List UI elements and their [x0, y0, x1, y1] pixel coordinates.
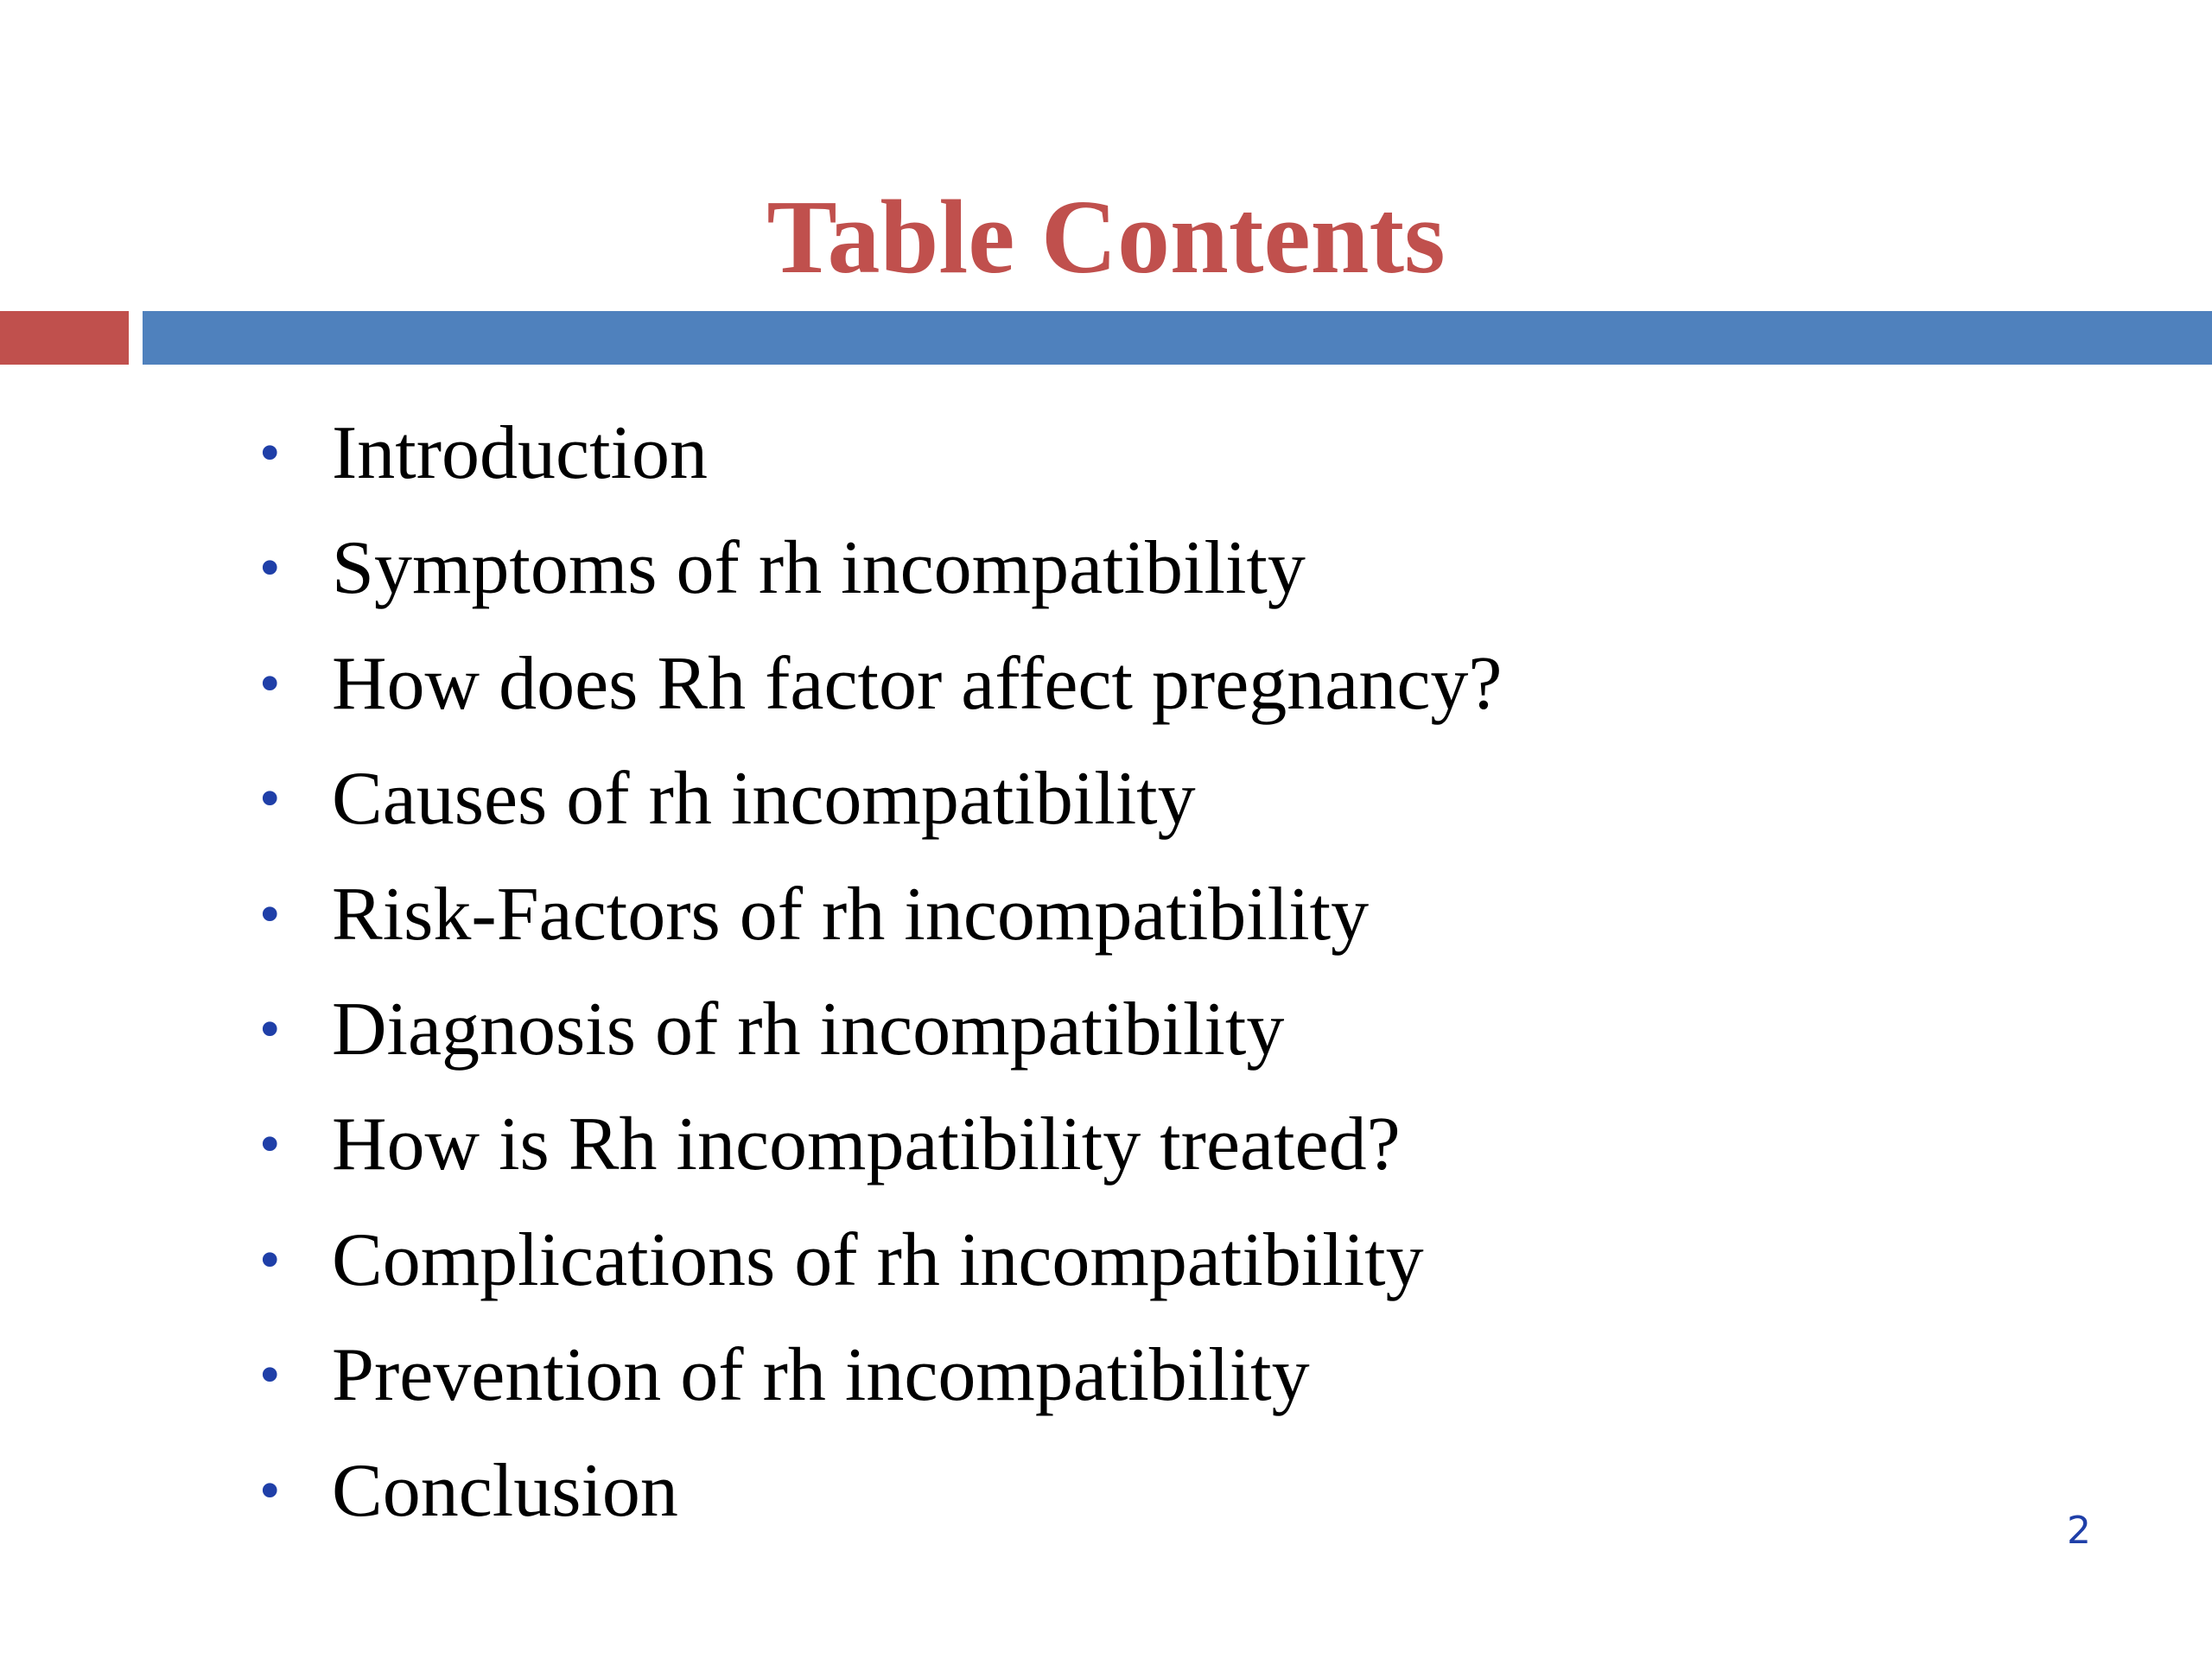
- toc-item-text: Diagnosis of rh incompatibility: [332, 987, 1285, 1071]
- accent-bar-blue: [143, 311, 2212, 365]
- bullet-icon: •: [259, 1457, 281, 1524]
- toc-item: [259, 1433, 1502, 1548]
- toc-item-text: How is Rh incompatibility treated?: [332, 1103, 1401, 1187]
- slide-title: Table Contents: [766, 179, 1446, 296]
- toc-item-text: Complications of rh incompatibility: [332, 1217, 1424, 1302]
- bullet-icon: •: [259, 650, 281, 717]
- page-number: 2: [2067, 1509, 2091, 1553]
- bullet-icon: •: [259, 535, 281, 602]
- toc-item: [259, 741, 1502, 856]
- toc-item: [259, 396, 1502, 511]
- toc-item-text: Causes of rh incompatibility: [332, 757, 1196, 842]
- toc-item-text: Symptoms of rh incompatibility: [332, 526, 1306, 611]
- toc-item: [259, 511, 1502, 626]
- toc-item: [259, 857, 1502, 972]
- toc-item: [259, 972, 1502, 1087]
- toc-item-text: Risk-Factors of rh incompatibility: [332, 872, 1370, 957]
- toc-item: [259, 626, 1502, 741]
- bullet-icon: •: [259, 1342, 281, 1409]
- bullet-icon: •: [259, 1226, 281, 1294]
- toc-item-text: Introduction: [332, 411, 709, 495]
- toc-item: [259, 1318, 1502, 1433]
- toc-item-text: How does Rh factor affect pregnancy?: [332, 641, 1503, 726]
- table-of-contents-list: [259, 396, 1502, 1548]
- toc-item: [259, 1087, 1502, 1202]
- toc-item-text: Conclusion: [332, 1448, 678, 1533]
- bullet-icon: •: [259, 995, 281, 1063]
- accent-bar-red: [0, 311, 129, 365]
- bullet-icon: •: [259, 420, 281, 486]
- toc-item-text: Prevention of rh incompatibility: [332, 1333, 1310, 1418]
- bullet-icon: •: [259, 766, 281, 833]
- bullet-icon: •: [259, 880, 281, 948]
- bullet-icon: •: [259, 1111, 281, 1179]
- toc-item: [259, 1203, 1502, 1318]
